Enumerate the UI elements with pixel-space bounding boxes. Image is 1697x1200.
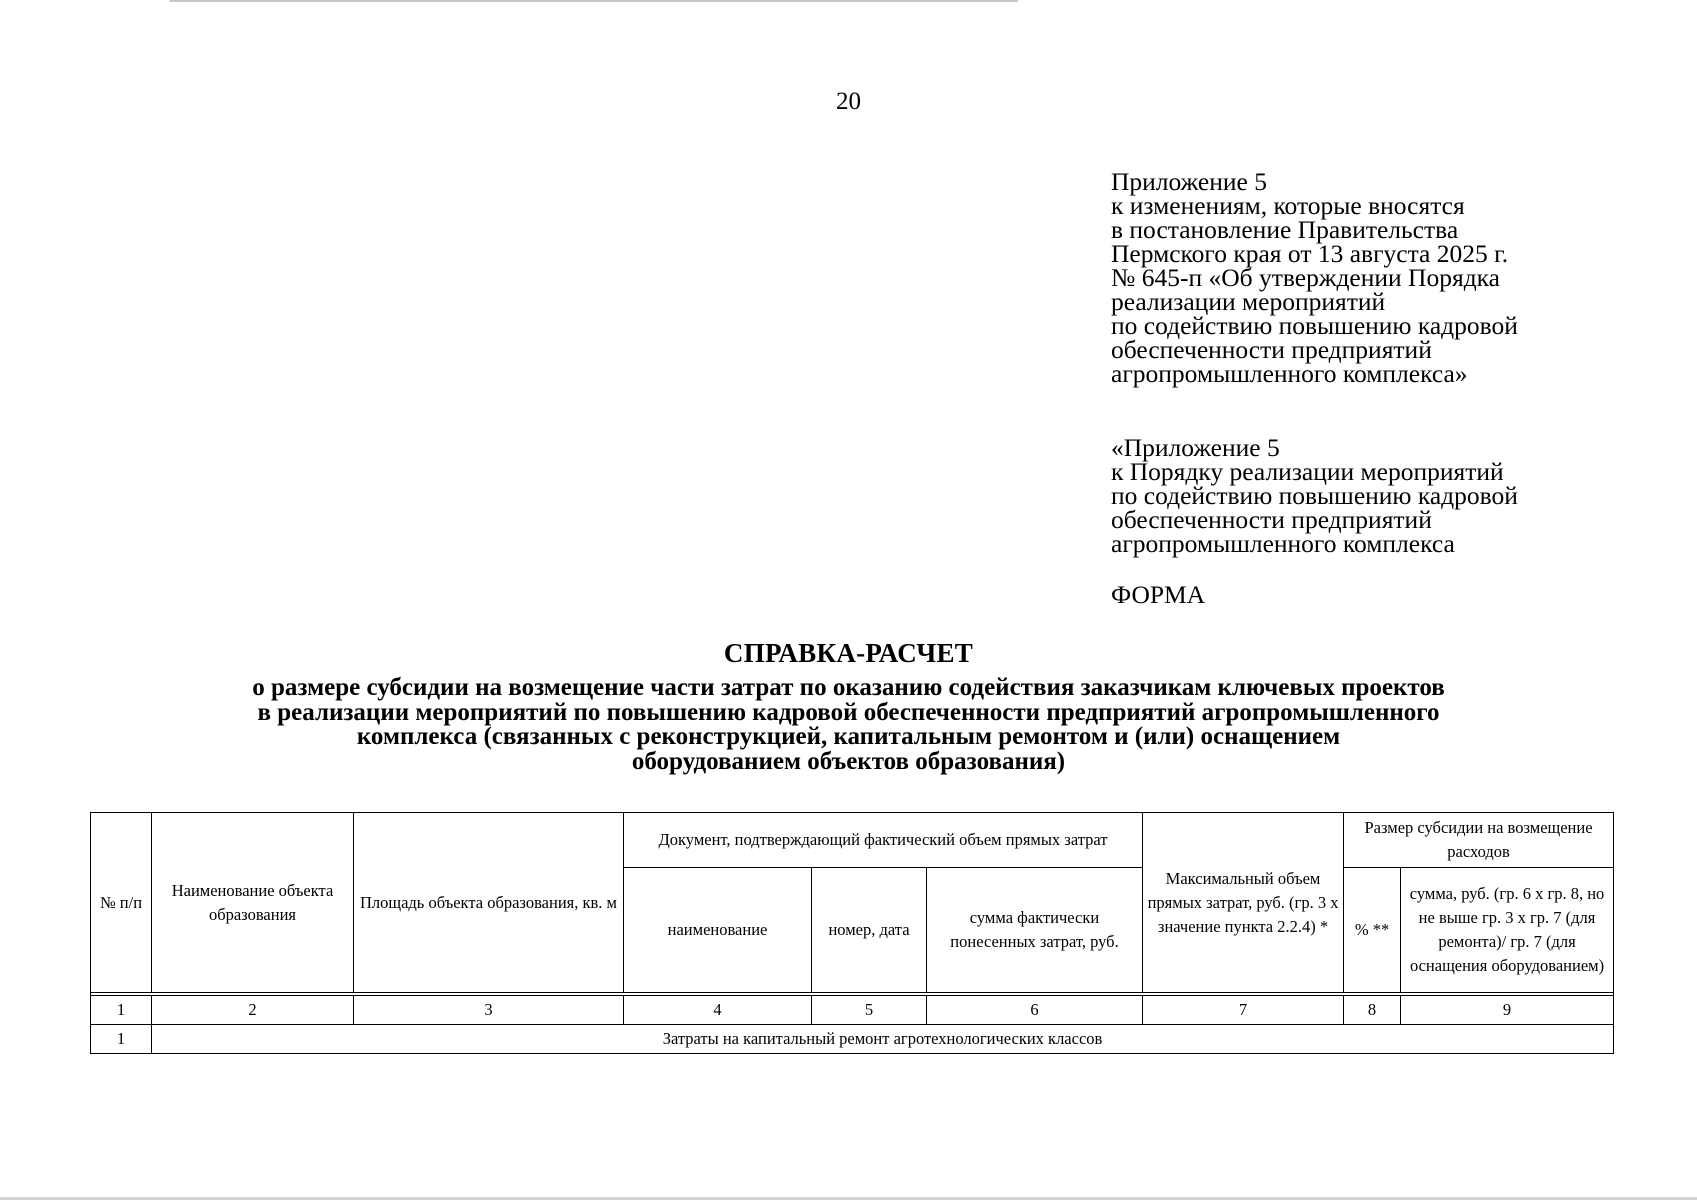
scan-edge-top <box>0 0 1697 2</box>
column-number-row <box>91 996 1614 1025</box>
appendix-line: Приложение 5 <box>1111 167 1267 196</box>
column-number: 1 <box>91 996 152 1025</box>
appendix-line: агропромышленного комплекса <box>1111 529 1455 558</box>
header-subsidy-sum: сумма, руб. (гр. 6 х гр. 8, но не выше гр. 3 х гр. 7 (для ремонта)/ гр. 7 (для оснащения оборудованием) <box>1401 868 1614 993</box>
column-number: 3 <box>354 996 624 1025</box>
header-actual-costs: сумма фактически понесенных затрат, руб. <box>927 868 1143 993</box>
calculation-table <box>90 812 1614 1054</box>
column-number: 8 <box>1344 996 1401 1025</box>
document-subtitle <box>120 676 1577 774</box>
appendix-line: обеспеченности предприятий <box>1111 505 1432 534</box>
appendix-line: «Приложение 5 <box>1111 433 1280 462</box>
section-label: Затраты на капитальный ремонт агротехнологических классов <box>152 1025 1614 1054</box>
appendix-line: реализации мероприятий <box>1111 287 1386 316</box>
subtitle-line: оборудованием объектов образования) <box>631 747 1066 775</box>
header-object-name: Наименование объекта образования <box>152 813 354 993</box>
header-subsidy-group: Размер субсидии на возмещение расходов <box>1344 813 1614 868</box>
appendix-line: Пермского края от 13 августа 2025 г. <box>1111 239 1509 268</box>
subtitle-line: о размере субсидии на возмещение части затрат по оказанию содействия заказчикам ключевых проектов <box>252 674 1445 701</box>
appendix-to-order <box>1111 433 1671 558</box>
appendix-to-changes <box>1111 167 1671 388</box>
appendix-line: в постановление Правительства <box>1111 215 1459 244</box>
subtitle-line: в реализации мероприятий по повышению кадровой обеспеченности предприятий агропромышленного <box>257 698 1440 726</box>
header-document-number-date: номер, дата <box>812 868 927 993</box>
page-number: 20 <box>836 88 861 115</box>
header-document-group: Документ, подтверждающий фактический объем прямых затрат <box>624 813 1143 868</box>
subtitle-line: комплекса (связанных с реконструкцией, капитальным ремонтом и (или) оснащением <box>356 723 1341 750</box>
column-number: 4 <box>624 996 812 1025</box>
form-label: ФОРМА <box>1111 580 1206 609</box>
header-number: № п/п <box>91 813 152 993</box>
header-object-area: Площадь объекта образования, кв. м <box>354 813 624 993</box>
appendix-line: № 645-п «Об утверждении Порядка <box>1111 263 1500 292</box>
appendix-line: по содействию повышению кадровой <box>1111 481 1518 510</box>
column-number: 6 <box>927 996 1143 1025</box>
appendix-line: к Порядку реализации мероприятий <box>1111 457 1504 486</box>
header-max-costs: Максимальный объем прямых затрат, руб. (гр. 3 х значение пункта 2.2.4) * <box>1143 813 1344 993</box>
header-document-name: наименование <box>624 868 812 993</box>
column-number: 7 <box>1143 996 1344 1025</box>
header-percent: % ** <box>1344 868 1401 993</box>
table-row <box>91 1025 1614 1054</box>
appendix-line: обеспеченности предприятий <box>1111 335 1432 364</box>
appendix-line: по содействию повышению кадровой <box>1111 311 1518 340</box>
appendix-line: агропромышленного комплекса» <box>1111 359 1468 388</box>
column-number: 9 <box>1401 996 1614 1025</box>
column-number: 5 <box>812 996 927 1025</box>
document-title: СПРАВКА-РАСЧЕТ <box>723 638 974 668</box>
section-number: 1 <box>91 1025 152 1054</box>
table-header-row <box>91 813 1614 868</box>
column-number: 2 <box>152 996 354 1025</box>
appendix-line: к изменениям, которые вносятся <box>1111 191 1465 220</box>
